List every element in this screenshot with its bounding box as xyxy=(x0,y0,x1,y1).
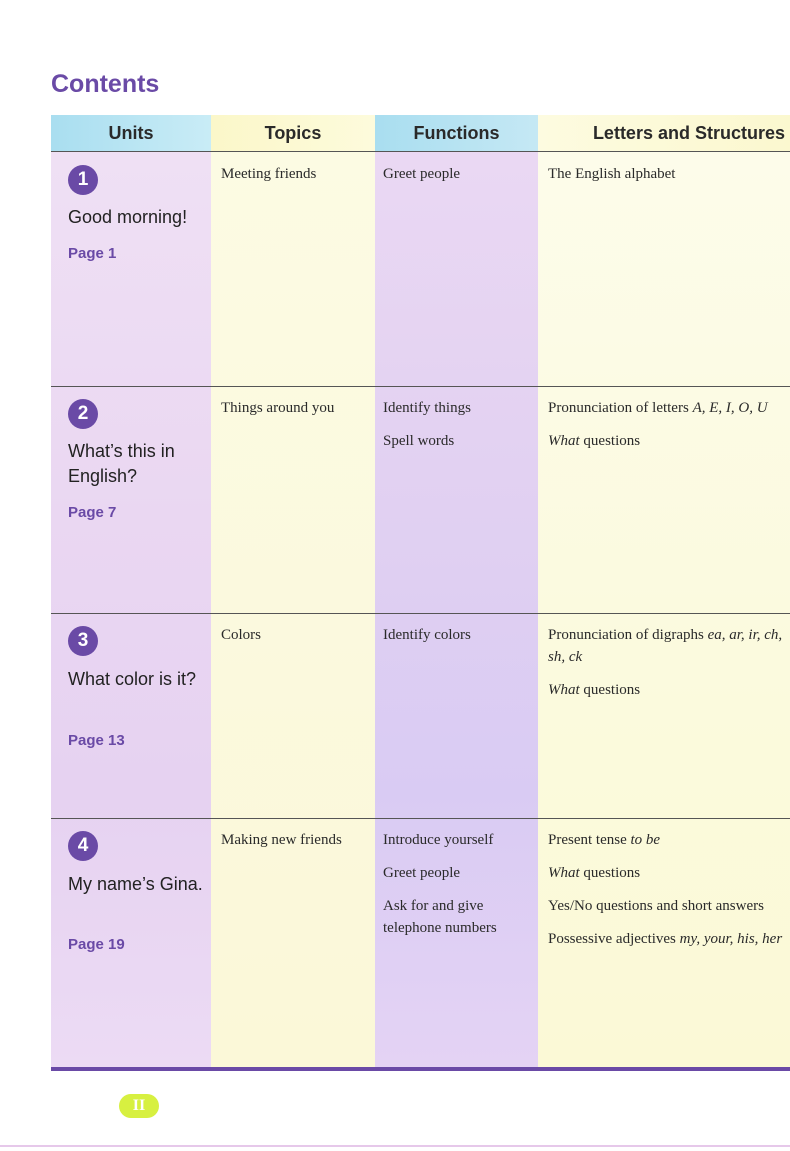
topic-text: Colors xyxy=(221,627,262,643)
topic-text: Meeting friends xyxy=(221,166,317,182)
topic-text: Things around you xyxy=(221,400,335,416)
functions-cell xyxy=(383,163,533,196)
letters-item: The English alphabet xyxy=(548,166,676,182)
letters-item: Pronunciation of letters A, E, I, O, U xyxy=(548,400,768,416)
topic-cell xyxy=(221,397,371,430)
page-bottom-edge xyxy=(0,1145,790,1147)
function-item: Spell words xyxy=(383,433,455,449)
unit-number-badge: 1 xyxy=(68,165,98,195)
letters-item: What questions xyxy=(548,865,641,881)
letters-item: Pronunciation of digraphs ea, ar, ir, ch, sh, ck xyxy=(548,627,783,665)
letters-item: Yes/No questions and short answers xyxy=(548,898,764,914)
header-functions: Functions xyxy=(375,115,538,151)
topics-column-bg xyxy=(211,152,375,1067)
table-bottom-bar xyxy=(51,1067,790,1071)
unit-number-badge: 4 xyxy=(68,831,98,861)
unit-title: My name’s Gina. xyxy=(68,874,203,894)
row-divider xyxy=(51,386,790,387)
unit-number-badge: 2 xyxy=(68,399,98,429)
unit-page-link[interactable]: Page 19 xyxy=(68,936,125,953)
function-item: Identify things xyxy=(383,400,471,416)
header-topics: Topics xyxy=(211,115,375,151)
topic-cell xyxy=(221,624,371,657)
functions-cell xyxy=(383,624,533,657)
function-item: Introduce yourself xyxy=(383,832,494,848)
row-divider xyxy=(51,818,790,819)
letters-item: Possessive adjectives my, your, his, her xyxy=(548,931,783,947)
letters-cell xyxy=(548,163,788,196)
function-item: Ask for and give telephone numbers xyxy=(383,898,497,936)
topic-cell xyxy=(221,829,371,862)
function-item: Greet people xyxy=(383,865,461,881)
letters-item: Present tense to be xyxy=(548,832,661,848)
page-title: Contents xyxy=(51,70,160,98)
unit-title: What’s this in English? xyxy=(68,441,175,486)
unit-number-badge: 3 xyxy=(68,626,98,656)
page-number-badge: II xyxy=(119,1094,159,1118)
function-item: Greet people xyxy=(383,166,461,182)
unit-page-link[interactable]: Page 7 xyxy=(68,504,117,521)
function-item: Identify colors xyxy=(383,627,471,643)
unit-title: Good morning! xyxy=(68,207,188,227)
topic-cell xyxy=(221,163,371,196)
functions-cell xyxy=(383,397,533,463)
letters-cell xyxy=(548,397,788,463)
row-divider xyxy=(51,613,790,614)
header-divider xyxy=(51,151,790,152)
unit-page-link[interactable]: Page 1 xyxy=(68,245,117,262)
header-units: Units xyxy=(51,115,211,151)
header-letters: Letters and Structures xyxy=(538,115,790,151)
unit-page-link[interactable]: Page 13 xyxy=(68,732,125,749)
units-column-bg xyxy=(51,152,211,1067)
functions-cell xyxy=(383,829,533,950)
topic-text: Making new friends xyxy=(221,832,342,848)
letters-cell xyxy=(548,829,788,961)
unit-title: What color is it? xyxy=(68,669,197,689)
letters-cell xyxy=(548,624,788,712)
letters-item: What questions xyxy=(548,682,641,698)
letters-item: What questions xyxy=(548,433,641,449)
